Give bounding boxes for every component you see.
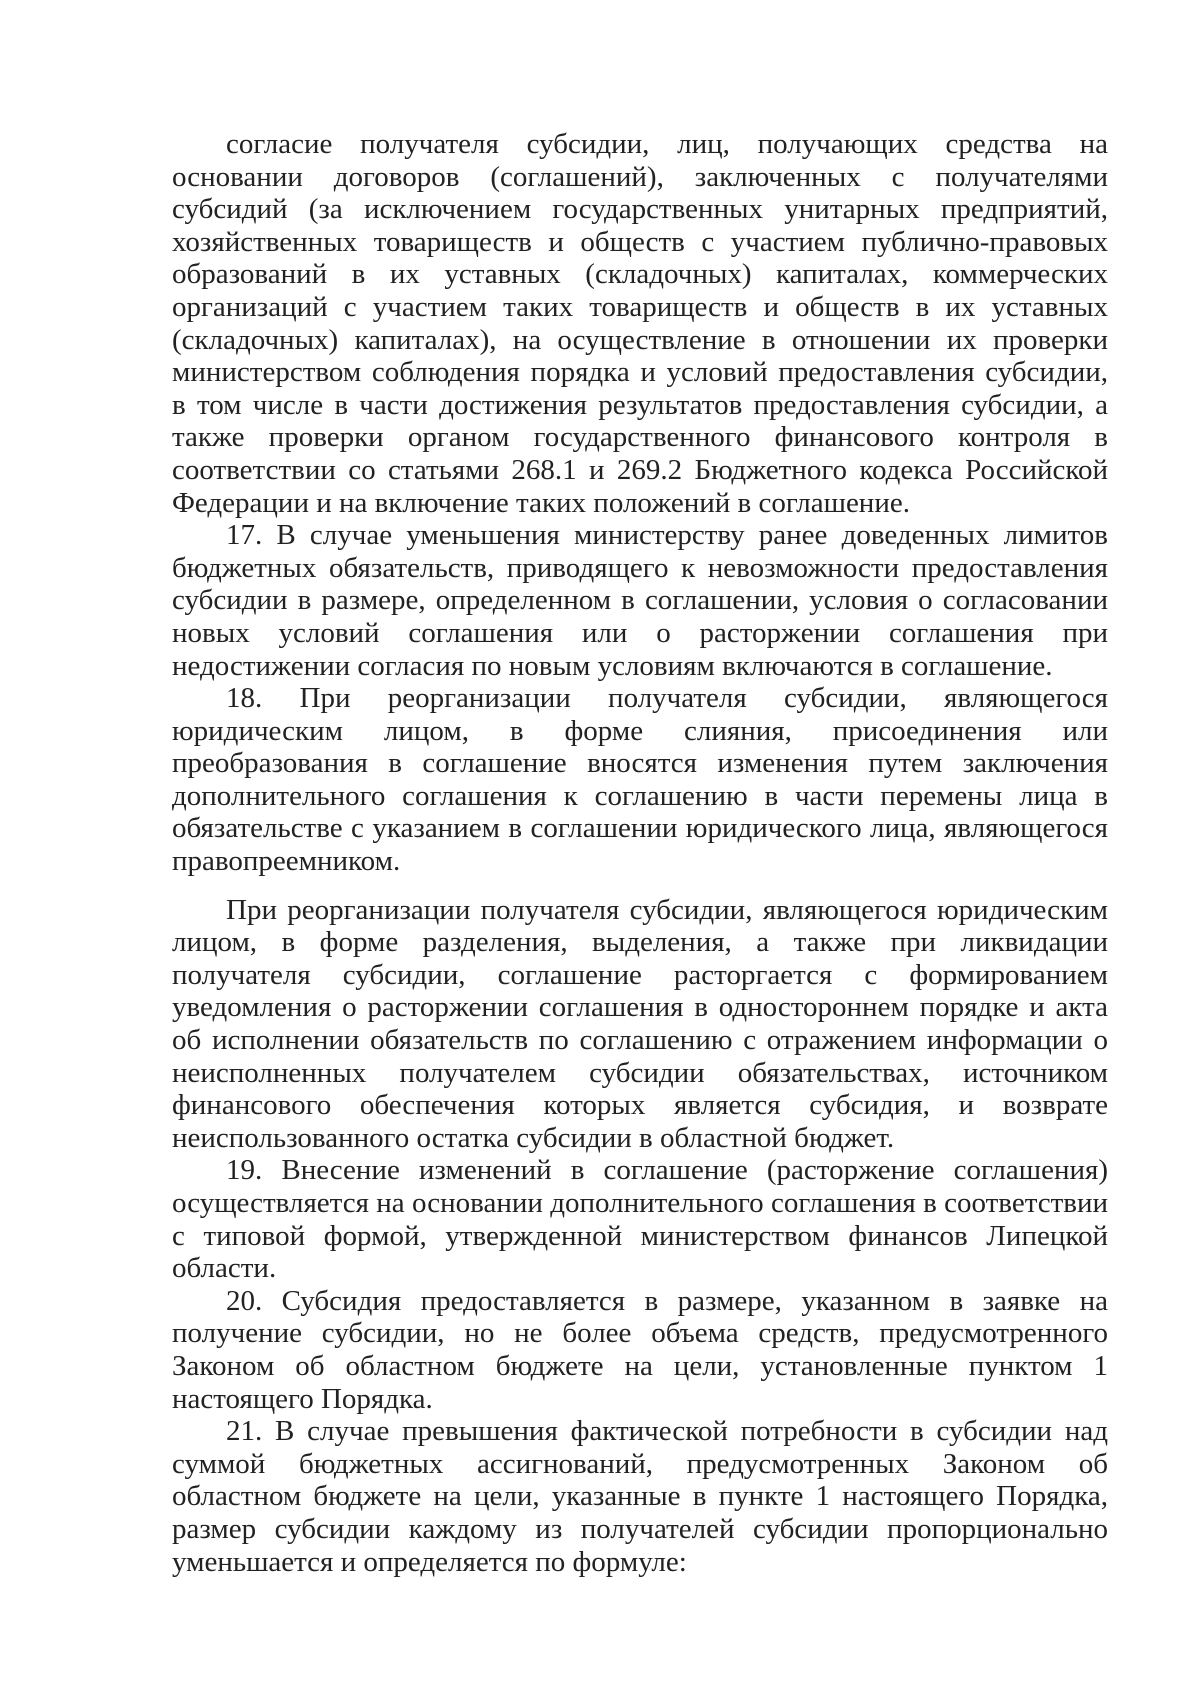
paragraph-20: 20. Субсидия предоставляется в размере, указанном в заявке на получение субсидии, но не более объема средств, предусмотренного Законом об областном бюджете на цели, установленные пунктом 1 настоящего Порядка.: [172, 1284, 1108, 1415]
document-body: [172, 128, 1108, 1578]
paragraph-18-reorganization: При реорганизации получателя субсидии, являющегося юридическим лицом, в форме разделения, выделения, а также при ликвидации получателя субсидии, соглашение расторгается с формированием уведомления о расторжении соглашения в одностороннем порядке и акта об исполнении обязательств по соглашению с отражением информации о неисполненных получателем субсидии обязательствах, источником финансового обеспечения которых является субсидия, и возврате неиспользованного остатка субсидии в областной бюджет.: [172, 893, 1108, 1154]
paragraph-17: 17. В случае уменьшения министерству ранее доведенных лимитов бюджетных обязательств, приводящего к невозможности предоставления субсидии в размере, определенном в соглашении, условия о согласовании новых условий соглашения или о расторжении соглашения при недостижении согласия по новым условиям включаются в соглашение.: [172, 519, 1108, 682]
paragraph-19: 19. Внесение изменений в соглашение (расторжение соглашения) осуществляется на основании дополнительного соглашения в соответствии с типовой формой, утвержденной министерством финансов Липецкой области.: [172, 1154, 1108, 1285]
paragraph-18: 18. При реорганизации получателя субсидии, являющегося юридическим лицом, в форме слияния, присоединения или преобразования в соглашение вносятся изменения путем заключения дополнительного соглашения к соглашению в части перемены лица в обязательстве с указанием в соглашении юридического лица, являющегося правопреемником.: [172, 682, 1108, 878]
paragraph-consent-continuation: согласие получателя субсидии, лиц, получающих средства на основании договоров (соглашений), заключенных с получателями субсидий (за исключением государственных унитарных предприятий, хозяйственных товариществ и обществ с участием публично-правовых образований в их уставных (складочных) капиталах, коммерческих организаций с участием таких товариществ и обществ в их уставных (складочных) капиталах), на осуществление в отношении их проверки министерством соблюдения порядка и условий предоставления субсидии, в том числе в части достижения результатов предоставления субсидии, а также проверки органом государственного финансового контроля в соответствии со статьями 268.1 и 269.2 Бюджетного кодекса Российской Федерации и на включение таких положений в соглашение.: [172, 128, 1108, 519]
paragraph-21: 21. В случае превышения фактической потребности в субсидии над суммой бюджетных ассигнований, предусмотренных Законом об областном бюджете на цели, указанные в пункте 1 настоящего Порядка, размер субсидии каждому из получателей субсидии пропорционально уменьшается и определяется по формуле:: [172, 1415, 1108, 1578]
